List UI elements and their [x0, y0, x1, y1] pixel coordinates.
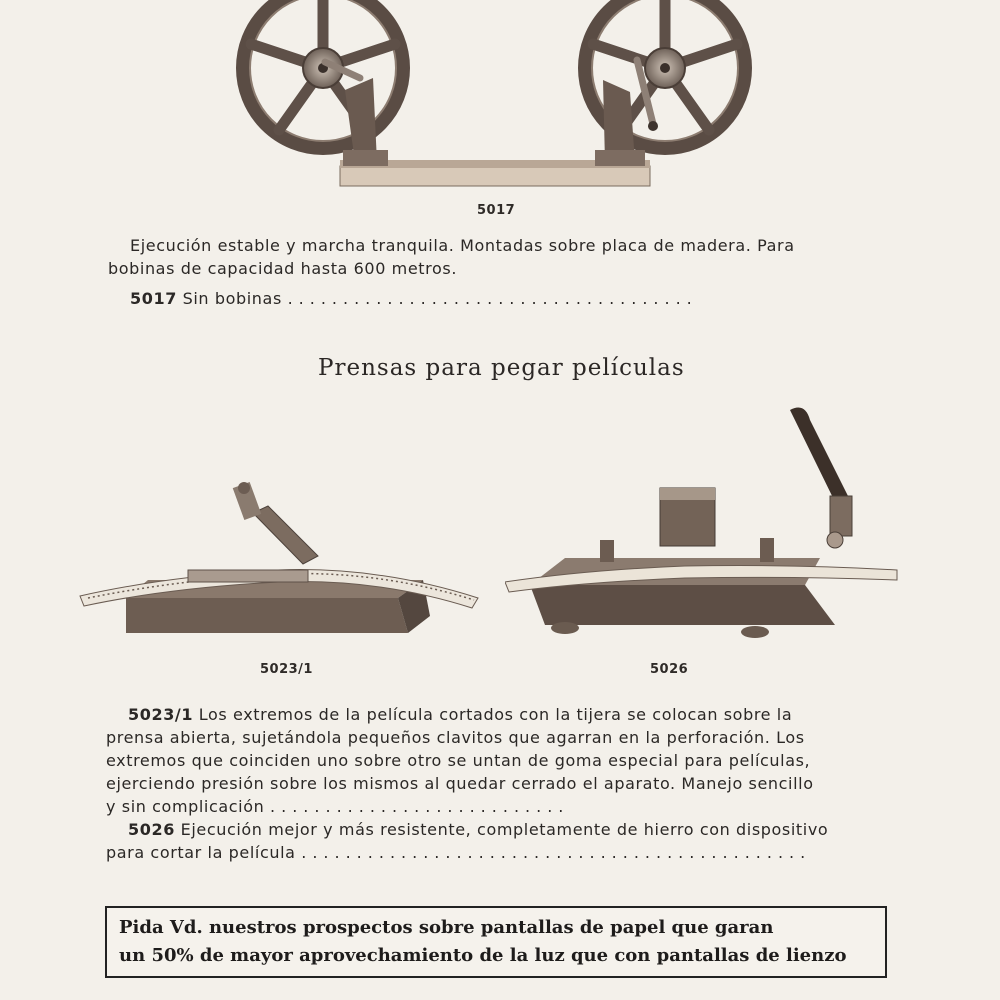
- description-5026-line1: Ejecución mejor y más resistente, completamente de hierro con dispositivo: [180, 820, 829, 839]
- item-5017: [130, 287, 698, 310]
- description-5017-line2: bobinas de capacidad hasta 600 metros.: [108, 259, 458, 278]
- advert-box: [105, 906, 887, 978]
- description-5023-1: [106, 703, 896, 818]
- leader-dots: ..............................................: [301, 843, 812, 862]
- item-text-5017: Sin bobinas: [182, 289, 282, 308]
- description-5023-1-line4: ejerciendo presión sobre los mismos al quedar cerrado el aparato. Manejo sencillo: [106, 774, 814, 793]
- description-5017-line1: Ejecución estable y marcha tranquila. Montadas sobre placa de madera. Para: [130, 236, 795, 255]
- description-5023-1-line1: Los extremos de la película cortados con la tijera se colocan sobre la: [198, 705, 793, 724]
- advert-line1: Pida Vd. nuestros prospectos sobre pantallas de papel que garan: [119, 917, 774, 938]
- splicer-5026-illustration: [505, 400, 900, 645]
- description-5023-1-line5: y sin complicación: [106, 797, 265, 816]
- advert-line2: un 50% de mayor aprovechamiento de la luz que con pantallas de lienzo: [119, 945, 847, 966]
- description-5023-1-line2: prensa abierta, sujetándola pequeños clavitos que agarran en la perforación. Los: [106, 728, 805, 747]
- description-5026: [106, 818, 896, 864]
- leader-dots: ...........................: [270, 797, 570, 816]
- figure-caption-5026: 5026: [650, 662, 689, 677]
- splicer-5023-illustration: [78, 478, 483, 643]
- item-code-5026: 5026: [128, 820, 175, 839]
- section-title: Prensas para pegar películas: [318, 355, 685, 381]
- figure-caption-5017: 5017: [477, 203, 516, 218]
- description-5023-1-line3: extremos que coinciden uno sobre otro se untan de goma especial para películas,: [106, 751, 811, 770]
- item-code-5017: 5017: [130, 289, 177, 308]
- description-5026-line2: para cortar la película: [106, 843, 296, 862]
- item-code-5023-1: 5023/1: [128, 705, 194, 724]
- figure-caption-5023-1: 5023/1: [260, 662, 313, 677]
- rewinder-illustration: [225, 0, 775, 192]
- leader-dots: .....................................: [287, 289, 698, 308]
